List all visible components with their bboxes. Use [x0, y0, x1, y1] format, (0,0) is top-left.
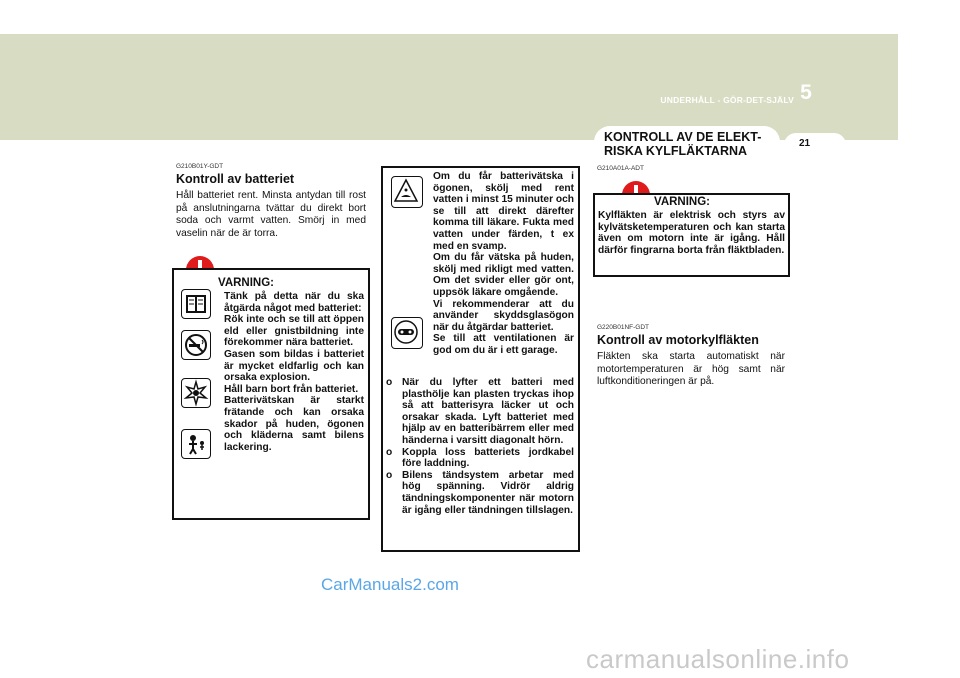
list-item [386, 377, 574, 447]
warning-title: VARNING: [218, 277, 275, 289]
section-code: G210A01A-ADT [597, 165, 644, 172]
bullet-text: Koppla loss batteriets jordkabel före laddning. [402, 446, 574, 470]
warning-paragraph: Om du får vätska på huden, skölj med rikligt med vatten. Om det svider eller gör ont, uppsök läkare omgående. [433, 252, 574, 298]
explosion-icon [181, 378, 211, 408]
warning-paragraph: Batterivätskan är starkt frätande och kan orsaka skador på huden, ögonen och kläderna samt bilens lackering. [224, 395, 364, 453]
warning-box-battery [172, 268, 370, 520]
warning-bullet-list [386, 377, 574, 516]
acid-warning-icon [391, 176, 423, 208]
read-manual-icon [181, 289, 211, 319]
warning-text [224, 291, 364, 453]
watermark-text: carmanualsonline.info [586, 644, 850, 674]
warning-paragraph: Rök inte och se till att öppen eld eller gnistbildning inte förekommer nära batteriet. [224, 314, 364, 349]
fan-text: Fläkten ska starta automatiskt när motortemperaturen är hög samt när luftkonditioneringen är på. [597, 351, 785, 387]
eye-protection-icon [391, 317, 423, 349]
section-code: G210B01Y-GDT [176, 163, 224, 170]
list-item [386, 447, 574, 470]
page-margin [898, 0, 960, 678]
fan-section [597, 324, 785, 389]
warning-paragraph: Vi rekommenderar att du använder skyddsglasögon när du åtgärdar batteriet. [433, 298, 574, 333]
bullet-marker: o [386, 377, 393, 388]
warning-acid-text [433, 171, 574, 357]
bullet-marker: o [386, 469, 393, 481]
breadcrumb: UNDERHÅLL - GÖR-DET-SJÄLV [660, 95, 794, 105]
battery-heading: Kontroll av batteriet [176, 172, 295, 186]
battery-text: Håll batteriet rent. Minsta antydan till rost på anslutningarna tvättar du direkt bort soda och varmt vatten. Smörj in med vaselin när de är torra. [176, 190, 366, 239]
header-band [0, 34, 898, 140]
warning-paragraph: Gasen som bildas i batteriet är mycket eldfarlig och kan orsaka explosion. [224, 348, 364, 384]
section-title: KONTROLL AV DE ELEKT-RISKA KYLFLÄKTARNA [604, 130, 762, 158]
page-number: 21 [798, 138, 811, 149]
warning-paragraph: Se till att ventilationen är god om du är i ett garage. [433, 333, 574, 356]
bullet-text: När du lyfter ett batteri med plasthölje kan plasten tryckas ihop så att batterisyra läcker ut och orsakar skada. Lyft batteriet med hjälp av en batteribärrem eller med händerna i varsitt diagonalt hörn. [402, 377, 574, 446]
warning-fan-text: Kylfläkten är elektrisk och styrs av kylvätsketemperaturen och kan starta även om motorn inte är igång. Håll därför fingrarna borta från fläktbladen. [598, 210, 785, 256]
bullet-marker: o [386, 446, 393, 458]
battery-section [176, 163, 366, 240]
list-item [386, 470, 574, 516]
no-smoking-icon [181, 330, 211, 360]
warning-box-fan [593, 193, 790, 277]
warning-paragraph: Tänk på detta när du ska åtgärda något med batteriet: [224, 291, 364, 314]
chapter-number: 5 [800, 81, 812, 104]
bullet-text: Bilens tändsystem arbetar med hög spänning. Vidrör aldrig tändningskomponenter när motorn är igång eller tändningen tillslagen. [402, 469, 574, 516]
warning-paragraph: Håll barn bort från batteriet. [224, 383, 359, 395]
warning-paragraph: Om du får batterivätska i ögonen, skölj med rent vatten i minst 15 minuter och se till att direkt därefter komma till läkare. Fukta med vatten under färden, t ex med en svamp. [433, 171, 574, 252]
fan-heading: Kontroll av motorkylfläkten [597, 333, 759, 347]
warning-box-battery-acid [381, 166, 580, 552]
warning-title: VARNING: [654, 196, 711, 208]
watermark-link[interactable]: CarManuals2.com [321, 575, 459, 594]
section-code: G220B01NF-GDT [597, 324, 650, 331]
keep-children-away-icon [181, 429, 211, 459]
